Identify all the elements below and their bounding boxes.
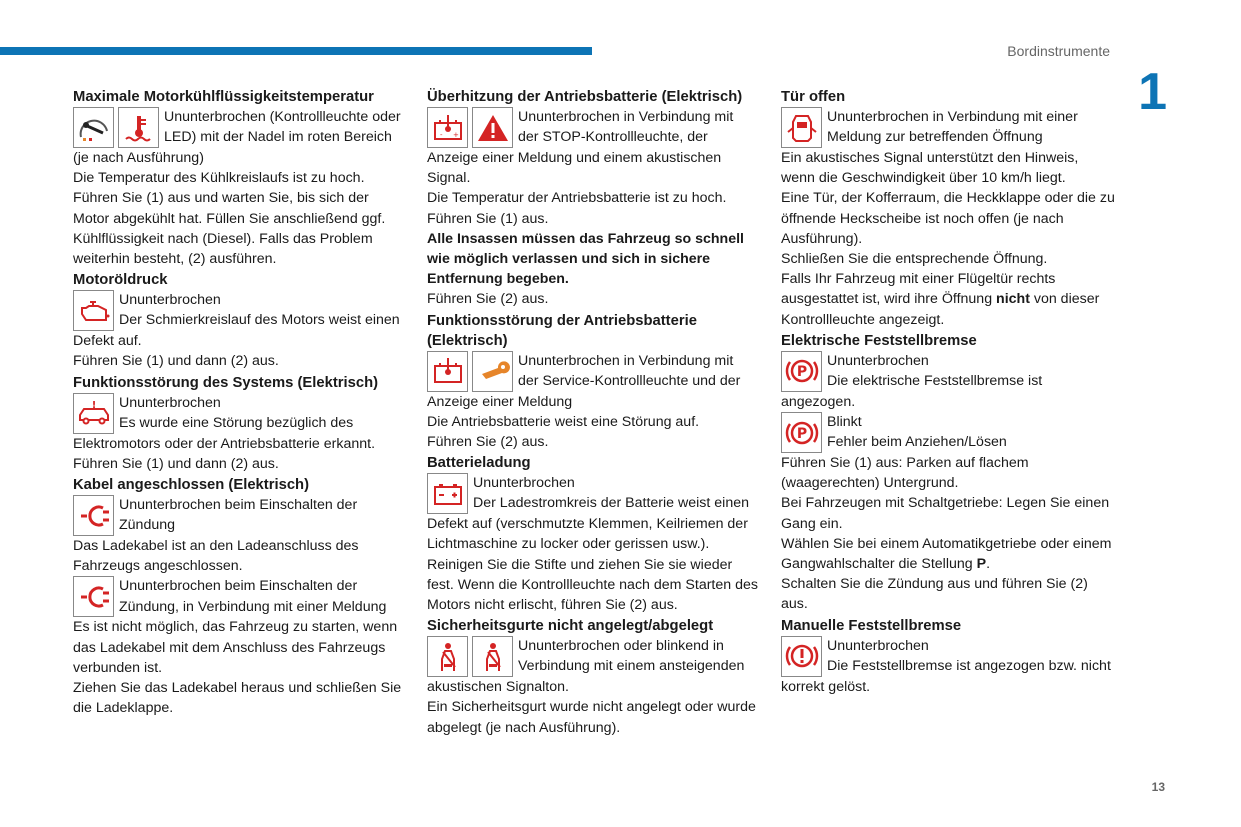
- status-text: Ununterbrochen: [827, 637, 929, 654]
- body-text: angezogen.: [781, 393, 856, 410]
- svg-text:-: -: [439, 130, 443, 139]
- section-heading: Elektrische Feststellbremse: [781, 332, 977, 349]
- body-text: Reinigen Sie die Stifte und ziehen Sie sie wieder fest. Wenn die Kontrollleuchte nach dem Starten des Motors nicht erlischt, führen Sie (2) aus.: [427, 556, 758, 614]
- status-text: Zündung: [119, 517, 176, 534]
- status-text: Fehler beim Anziehen/Lösen: [827, 434, 1007, 451]
- status-text: Blinkt: [827, 414, 862, 431]
- body-text: Bei Fahrzeugen mit Schaltgetriebe: Legen Sie einen Gang ein.: [781, 495, 1110, 532]
- brake-warning-icon: [781, 636, 822, 677]
- svg-text:P: P: [796, 425, 807, 442]
- body-text: Führen Sie (1) aus.: [427, 210, 549, 227]
- section-title: Bordinstrumente: [1007, 43, 1110, 59]
- status-text: Ununterbrochen oder blinkend in: [518, 638, 724, 655]
- body-text: Defekt auf (verschmutzte Klemmen, Keilriemen der Lichtmaschine zu locker oder gerissen usw.).: [427, 516, 748, 553]
- section-electric-parking-brake: [781, 331, 1116, 615]
- parking-brake-icon: [781, 412, 822, 453]
- body-text: Die Antriebsbatterie weist eine Störung auf.: [427, 413, 700, 430]
- body-text: (je nach Ausführung): [73, 150, 204, 166]
- section-coolant-temperature: [73, 87, 408, 269]
- section-heading: Manuelle Feststellbremse: [781, 617, 962, 634]
- section-oil-pressure: [73, 270, 408, 371]
- svg-text:P: P: [796, 364, 807, 381]
- status-text: Ununterbrochen in Verbindung mit: [518, 352, 734, 369]
- battery-temperature-icon: [427, 107, 468, 148]
- car-fault-icon: [73, 393, 114, 434]
- status-text: Ununterbrochen in Verbindung mit: [518, 109, 734, 125]
- body-text: Führen Sie (1) aus und warten Sie, bis sich der Motor abgekühlt hat. Füllen Sie anschließend ggf. Kühlflüssigkeit nach (Diesel). Falls das Problem weiterhin besteht, (2) ausführen.: [73, 190, 386, 268]
- body-text: Das Ladekabel ist an den Ladeanschluss des Fahrzeugs angeschlossen.: [73, 538, 359, 575]
- section-heading: Maximale Motorkühlflüssigkeitstemperatur: [73, 89, 374, 105]
- status-text: LED) mit der Nadel im roten Bereich: [164, 129, 392, 146]
- battery-fault-icon: [427, 351, 468, 392]
- body-text: Ein akustisches Signal unterstützt den Hinweis, wenn die Geschwindigkeit über 10 km/h liegt.: [781, 150, 1079, 187]
- column-1: [73, 86, 408, 719]
- page-number: 13: [1151, 780, 1165, 794]
- section-heading: Motoröldruck: [73, 272, 168, 289]
- status-text: Die Feststellbremse ist angezogen bzw. nicht: [827, 657, 1111, 674]
- body-text: Wählen Sie bei einem Automatikgetriebe oder einem Gangwahlschalter die Stellung P.: [781, 535, 1112, 573]
- section-system-fault: [73, 373, 408, 474]
- seatbelt-icon: [427, 636, 468, 677]
- body-text: Defekt auf.: [73, 333, 142, 350]
- section-heading: Sicherheitsgurte nicht angelegt/abgelegt: [427, 618, 714, 635]
- status-text: Ununterbrochen (Kontrollleuchte oder: [164, 109, 401, 125]
- status-text: der STOP-Kontrollleuchte, der: [518, 129, 708, 146]
- status-text: der Service-Kontrollleuchte und der: [518, 372, 741, 389]
- section-battery-charge: [427, 453, 762, 615]
- status-text: Der Schmierkreislauf des Motors weist einen: [119, 312, 400, 329]
- svg-text:!: !: [91, 400, 96, 412]
- oil-can-icon: [73, 290, 114, 331]
- column-3: [781, 86, 1116, 698]
- status-text: Der Ladestromkreis der Batterie weist einen: [473, 495, 749, 512]
- body-text: Die Temperatur der Antriebsbatterie ist zu hoch.: [427, 190, 727, 207]
- body-text: akustischen Signalton.: [427, 679, 569, 696]
- body-text: Anzeige einer Meldung: [427, 393, 573, 410]
- status-text: Ununterbrochen: [827, 352, 929, 369]
- charging-plug-icon: [73, 576, 114, 617]
- status-text: Es wurde eine Störung bezüglich des: [119, 414, 354, 431]
- body-text: Schließen Sie die entsprechende Öffnung.: [781, 251, 1048, 268]
- status-text: Die elektrische Feststellbremse ist: [827, 373, 1043, 390]
- chapter-number: 1: [1138, 63, 1167, 121]
- parking-brake-icon: [781, 351, 822, 392]
- body-text: korrekt gelöst.: [781, 678, 871, 695]
- body-text: Führen Sie (2) aus.: [427, 434, 549, 451]
- section-heading: Kabel angeschlossen (Elektrisch): [73, 477, 310, 494]
- door-open-icon: [781, 107, 822, 148]
- coolant-temperature-icon: [118, 107, 159, 148]
- status-text: Zündung, in Verbindung mit einer Meldung: [119, 598, 387, 615]
- section-heading: Batterieladung: [427, 455, 531, 472]
- body-text: Die Temperatur des Kühlkreislaufs ist zu hoch.: [73, 170, 365, 187]
- body-text: Führen Sie (1) und dann (2) aus.: [73, 353, 279, 370]
- body-text: Ziehen Sie das Ladekabel heraus und schließen Sie die Ladeklappe.: [73, 680, 402, 717]
- section-heading: Funktionsstörung des Systems (Elektrisch): [73, 374, 379, 391]
- body-text: Anzeige einer Meldung und einem akustischen Signal.: [427, 150, 722, 187]
- section-heading: Tür offen: [781, 89, 846, 105]
- section-cable-connected: [73, 475, 408, 718]
- body-text: Es ist nicht möglich, das Fahrzeug zu starten, wenn das Ladekabel mit dem Anschluss des Fahrzeugs verbunden ist.: [73, 619, 398, 676]
- warning-text: Alle Insassen müssen das Fahrzeug so schnell wie möglich verlassen und sich in sichere Entfernung begeben.: [427, 230, 744, 288]
- status-text: Ununterbrochen: [473, 475, 575, 492]
- body-text: Führen Sie (2) aus.: [427, 291, 549, 308]
- charging-plug-icon: [73, 495, 114, 536]
- temperature-gauge-icon: [73, 107, 114, 148]
- status-text: Ununterbrochen: [119, 292, 221, 309]
- body-text: Ein Sicherheitsgurt wurde nicht angelegt oder wurde abgelegt (je nach Ausführung).: [427, 699, 756, 736]
- body-text: Führen Sie (1) aus: Parken auf flachem (waagerechten) Untergrund.: [781, 455, 1029, 492]
- warning-triangle-icon: [472, 107, 513, 148]
- section-door-open: [781, 87, 1116, 330]
- status-text: Meldung zur betreffenden Öffnung: [827, 129, 1043, 146]
- body-text: Elektromotors oder der Antriebsbatterie erkannt.: [73, 435, 376, 452]
- status-text: Ununterbrochen: [119, 394, 221, 411]
- wrench-icon: [472, 351, 513, 392]
- header-accent-bar: [0, 47, 592, 55]
- status-text: Ununterbrochen in Verbindung mit einer: [827, 109, 1078, 125]
- section-heading: Funktionsstörung der Antriebsbatterie (Elektrisch): [427, 312, 697, 349]
- section-heading: Überhitzung der Antriebsbatterie (Elektrisch): [427, 89, 743, 105]
- section-battery-overheat: [427, 87, 762, 310]
- body-text: Schalten Sie die Zündung aus und führen Sie (2) aus.: [781, 576, 1088, 613]
- column-2: [427, 86, 762, 739]
- status-text: Ununterbrochen beim Einschalten der: [119, 578, 358, 595]
- status-text: Ununterbrochen beim Einschalten der: [119, 497, 358, 514]
- section-seatbelts: [427, 616, 762, 738]
- battery-icon: [427, 473, 468, 514]
- body-text: Eine Tür, der Kofferraum, die Heckklappe oder die zu öffnende Heckscheibe ist noch offen (je nach Ausführung).: [781, 190, 1115, 247]
- seatbelt-icon: [472, 636, 513, 677]
- body-text: Führen Sie (1) und dann (2) aus.: [73, 455, 279, 472]
- svg-text:+: +: [452, 130, 459, 139]
- status-text: Verbindung mit einem ansteigenden: [518, 658, 745, 675]
- section-manual-parking-brake: [781, 616, 1116, 697]
- section-battery-fault: [427, 311, 762, 453]
- body-text: Falls Ihr Fahrzeug mit einer Flügeltür rechts ausgestattet ist, wird ihre Öffnung nicht von dieser Kontrollleuchte angezeigt.: [781, 271, 1100, 328]
